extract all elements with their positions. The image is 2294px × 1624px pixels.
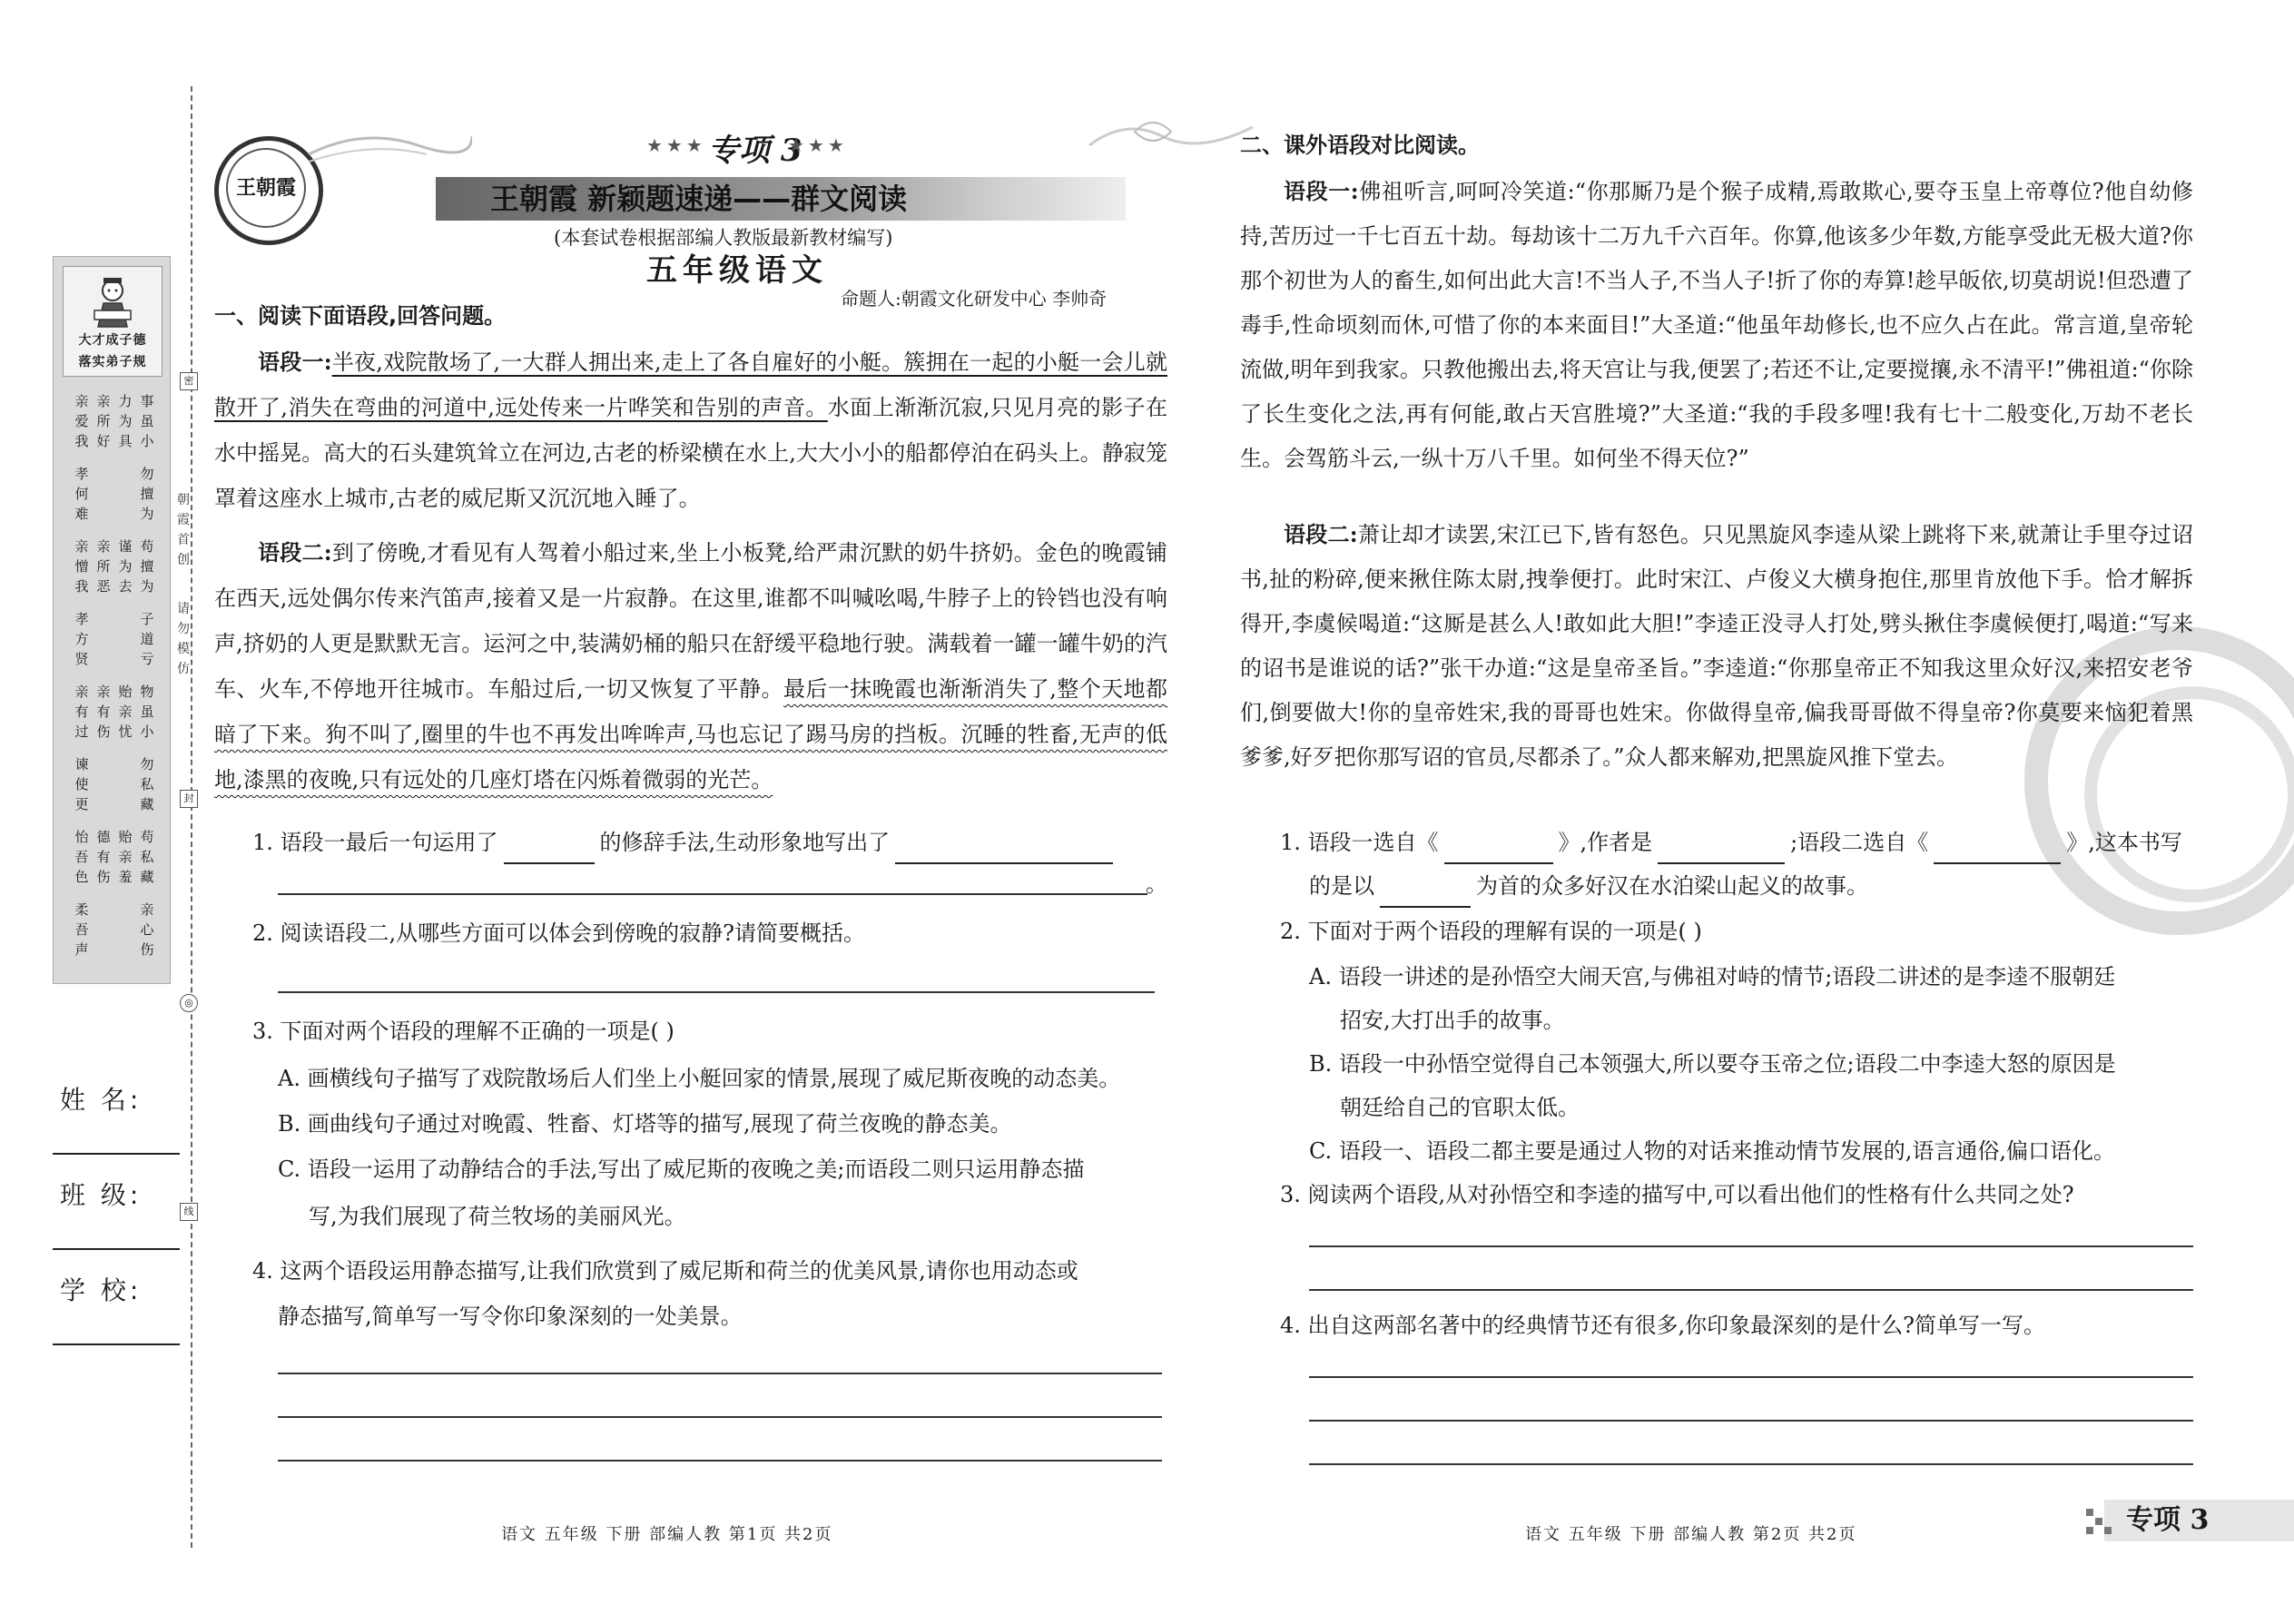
brand-logo — [214, 136, 323, 245]
option-a[interactable]: A. 语段一讲述的是孙悟空大闹天宫,与佛祖对峙的情节;语段二讲述的是李逵不服朝廷 — [1309, 964, 2116, 989]
answer-blank[interactable] — [504, 842, 595, 864]
question-r1-cont — [1309, 864, 2217, 908]
vertical-note-nocopy: 请勿模仿 — [177, 602, 190, 676]
vertical-note-original: 朝霞首创 — [177, 493, 190, 567]
verse-col: 亲所好 — [96, 393, 111, 449]
verse-col: 力为具 — [118, 393, 133, 449]
answer-line[interactable] — [278, 893, 1147, 895]
question-text: 的修辞手法,生动形象地写出了 — [599, 830, 891, 855]
option-c[interactable]: C. 语段一运用了动静结合的手法,写出了威尼斯的夜晚之美;而语段二则只运用静态描 — [278, 1156, 1085, 1182]
question-3: 3. 下面对两个语段的理解不正确的一项是( ) — [252, 1019, 674, 1044]
verse-col: 勿擅为 — [140, 466, 154, 522]
option-a-cont: 招安,大打出手的故事。 — [1340, 1008, 1565, 1033]
verse-col: 亲有过 — [74, 684, 89, 740]
verse-col: 物虽小 — [140, 684, 154, 740]
option-b-cont: 朝廷给自己的官职太低。 — [1340, 1095, 1580, 1120]
wavy-underlined-sentence: 最后一抹晚霞也渐渐消失了,整个天地都暗了下来。狗不叫了,圈里的牛也不再发出哞哞声,马也忘记了踢马房的挡板。沉睡的牲畜,无声的低地,漆黑的夜晚,只有远处的几座灯塔在闪烁着微弱的光芒。 — [214, 676, 1167, 792]
option-b[interactable]: B. 画曲线句子通过对晚霞、牲畜、灯塔等的描写,展现了荷兰夜晚的静态美。 — [278, 1111, 1012, 1137]
verse-col: 孝方贤 — [74, 611, 89, 667]
name-label: 姓 名: — [60, 1085, 143, 1115]
answer-line[interactable] — [278, 1416, 1162, 1418]
page-footer-2: 语文 五年级 下册 部编人教 第2页 共2页 — [1525, 1525, 1857, 1544]
special-number: 专项 3 — [708, 133, 802, 169]
squares-icon — [2086, 1509, 2112, 1534]
verse-col: 苟私藏 — [140, 829, 154, 885]
verse-col: 亲所恶 — [96, 538, 111, 595]
passage-text: 佛祖听言,呵呵冷笑道:“你那厮乃是个猴子成精,焉敢欺心,要夺玉皇上帝尊位?他自幼修持,苦历过一千七百五十劫。每劫该十二万九千六百年。你算,他该多少年数,方能享受此无极大道?你那个初世为人的畜生,如何出此大言!不当人子,不当人子!折了你的寿算!趁早皈依,切莫胡说!但恐遭了毒手,性命顷刻而休,可惜了你的本来面目!”大圣道:“他虽年劫修长,也不应久占在此。常言道,皇帝轮流做,明年到我家。只教他搬出去,将天宫让与我,便罢了;若还不让,定要搅攘,永不清平!”佛祖道:“你除了长生变化之法,再有何能,敢占天宫胜境?”大圣道:“我的手段多哩!我有七十二般变化,万劫不老长生。会驾筋斗云,一纵十万八千里。如何坐不得天位?” — [1240, 179, 2194, 471]
verse-col: 子道亏 — [140, 611, 154, 667]
question-r2: 2. 下面对于两个语段的理解有误的一项是( ) — [1280, 919, 1702, 944]
school-field[interactable] — [53, 1343, 180, 1345]
answer-line[interactable] — [278, 1373, 1162, 1374]
option-b[interactable]: B. 语段一中孙悟空觉得自己本领强大,所以要夺玉帝之位;语段二中李逵大怒的原因是 — [1309, 1051, 2116, 1077]
verse-col: 柔吾声 — [74, 901, 89, 958]
verse-col: 苟擅为 — [140, 538, 154, 595]
answer-blank[interactable] — [1934, 842, 2061, 864]
answer-line[interactable] — [1309, 1289, 2193, 1291]
passage-text: 到了傍晚,才看见有人驾着小船过来,坐上小板凳,给严肃沉默的奶牛挤奶。金色的晚霞铺在西天,远处偶尔传来汽笛声,接着又是一片寂静。在这里,谁都不叫喊吆喝,牛脖子上的铃铛也没有响声,挤奶的人更是默默无言。运河之中,装满奶桶的船只在舒缓平稳地行驶。满载着一罐一罐牛奶的汽车、火车,不停地开往城市。车船过后,一切又恢复了平静。 — [214, 540, 1167, 702]
author-line: 命题人:朝霞文化研发中心 李帅奇 — [841, 288, 1108, 310]
answer-blank[interactable] — [1658, 842, 1785, 864]
motto-box — [63, 266, 162, 377]
passage-3 — [1240, 169, 2193, 481]
question-r4: 4. 出自这两部名著中的经典情节还有很多,你印象最深刻的是什么?简单写一写。 — [1280, 1313, 2046, 1338]
option-c[interactable]: C. 语段一、语段二都主要是通过人物的对话来推动情节发展的,语言通俗,偏口语化。 — [1309, 1138, 2116, 1164]
seal-marker: 线 — [180, 1203, 198, 1221]
verse-col: 孝何难 — [74, 466, 89, 522]
name-field[interactable] — [53, 1153, 180, 1155]
page-footer-1: 语文 五年级 下册 部编人教 第1页 共2页 — [501, 1525, 833, 1544]
seal-marker: 密 — [180, 372, 198, 390]
answer-line[interactable] — [1309, 1245, 2193, 1247]
passage-label: 语段二: — [1284, 521, 1358, 547]
answer-line[interactable] — [1309, 1376, 2193, 1378]
question-text: 1. 语段一最后一句运用了 — [252, 830, 498, 855]
fold-line — [191, 86, 192, 1548]
answer-line[interactable] — [1309, 1420, 2193, 1422]
special-badge-text: 专项 3 — [2126, 1504, 2210, 1536]
answer-line[interactable] — [278, 991, 1155, 993]
class-field[interactable] — [53, 1248, 180, 1250]
option-c-cont: 写,为我们展现了荷兰牧场的美丽风光。 — [309, 1204, 686, 1229]
question-4: 4. 这两个语段运用静态描写,让我们欣赏到了威尼斯和荷兰的优美风景,请你也用动态或 — [252, 1258, 1078, 1284]
question-text: 》,作者是 — [1558, 830, 1653, 855]
stars-left-icon: ★★★ — [646, 134, 706, 156]
question-2: 2. 阅读语段二,从哪些方面可以体会到傍晚的寂静?请简要概括。 — [252, 920, 866, 946]
passage-label: 语段二: — [258, 539, 332, 566]
question-4-cont: 静态描写,简单写一写令你印象深刻的一处美景。 — [278, 1304, 743, 1329]
question-text: 的是以 — [1309, 873, 1374, 899]
motto-line-1: 大才成子德 — [78, 333, 147, 348]
seal-marker: 封 — [180, 790, 198, 808]
verse-col: 谨为去 — [118, 538, 133, 595]
question-1 — [252, 821, 1169, 864]
passage-4 — [1240, 512, 2193, 780]
passage-text: 水面上渐渐沉寂,只见月亮的影子在水中摇晃。高大的石头建筑耸立在河边,古老的桥梁横在水上,大大小小的船都停泊在码头上。静寂笼罩着这座水上城市,古老的威尼斯又沉沉地入睡了。 — [214, 395, 1167, 511]
stars-right-icon: ★★★ — [788, 134, 848, 156]
verse-col: 贻亲羞 — [118, 829, 133, 885]
verse-col: 亲有伤 — [96, 684, 111, 740]
verse-col: 谏使更 — [74, 756, 89, 812]
ribbon-decoration — [309, 118, 472, 172]
grade-subject: 五年级语文 — [646, 252, 828, 289]
passage-label: 语段一: — [258, 349, 332, 375]
section-heading-1: 一、阅读下面语段,回答问题。 — [214, 303, 507, 329]
verse-col: 亲憎我 — [74, 538, 89, 595]
passage-text: 萧让却才读罢,宋江已下,皆有怒色。只见黑旋风李逵从梁上跳将下来,就萧让手里夺过诏书,扯的粉碎,便来揪住陈太尉,拽拳便打。此时宋江、卢俊义大横身抱住,那里肯放他下手。恰才解拆得开,李虞候喝道:“这厮是甚么人!敢如此大胆!”李逵正没寻人打处,劈头揪住李虞候便打,喝道:“写来的诏书是谁说的话?”张干办道:“这是皇帝圣旨。”李逵道:“你那皇帝正不知我这里众好汉,来招安老爷们,倒要做大!你的皇帝姓宋,我的哥哥也姓宋。你做得皇帝,偏我哥哥做不得皇帝?你莫要来恼犯着黑爹爹,好歹把你那写诏的官员,尽都杀了。”众人都来解劝,把黑旋风推下堂去。 — [1240, 522, 2193, 770]
motto-line-2: 落实弟子规 — [78, 355, 147, 369]
school-label: 学 校: — [60, 1275, 143, 1305]
option-a[interactable]: A. 画横线句子描写了戏院散场后人们坐上小艇回家的情景,展现了威尼斯夜晚的动态美。 — [278, 1066, 1121, 1091]
verse-col: 怡吾色 — [74, 829, 89, 885]
binding-hole-icon: ◎ — [180, 994, 198, 1012]
question-text: 》,这本书写 — [2066, 830, 2182, 855]
answer-blank[interactable] — [1380, 886, 1471, 908]
section-heading-2: 二、课外语段对比阅读。 — [1240, 133, 1480, 158]
brand-logo-text: 王朝霞 — [226, 148, 306, 228]
verse-col: 贻亲忧 — [118, 684, 133, 740]
class-label: 班 级: — [60, 1180, 143, 1210]
verse-col: 德有伤 — [96, 829, 111, 885]
question-r1 — [1280, 821, 2215, 864]
question-text: 1. 语段一选自《 — [1280, 830, 1439, 855]
question-text: 为首的众多好汉在水泊梁山起义的故事。 — [1476, 873, 1868, 899]
question-r3: 3. 阅读两个语段,从对孙悟空和李逵的描写中,可以看出他们的性格有什么共同之处? — [1280, 1182, 2074, 1207]
passage-2 — [214, 530, 1167, 802]
passage-1 — [214, 340, 1167, 521]
answer-blank[interactable] — [895, 842, 1113, 864]
verse-col: 亲爱我 — [74, 393, 89, 449]
verse-col: 事虽小 — [140, 393, 154, 449]
edition-note: (本套试卷根据部编人教版最新教材编写) — [554, 227, 893, 249]
sidebar-motto-panel — [53, 256, 171, 984]
verse-col: 勿私藏 — [140, 756, 154, 812]
answer-blank[interactable] — [1444, 842, 1553, 864]
answer-line[interactable] — [278, 1460, 1162, 1462]
verse-col: 亲心伤 — [140, 901, 154, 958]
page-title: 王朝霞 新颖题速递——群文阅读 — [490, 182, 908, 216]
answer-line[interactable] — [1309, 1463, 2193, 1465]
underlined-sentence: 半夜,戏院散场了,一大群人拥出来,走上了各自雇好的小艇。簇拥在一起的小艇一会儿就散开了,消失在弯曲的河道中,远处传来一片哗笑和告别的声音。 — [214, 349, 1167, 420]
passage-label: 语段一: — [1284, 178, 1359, 204]
scholar-icon — [91, 274, 134, 329]
question-text: ;语段二选自《 — [1790, 830, 1929, 855]
question-end-mark: 。 — [1146, 871, 1167, 897]
